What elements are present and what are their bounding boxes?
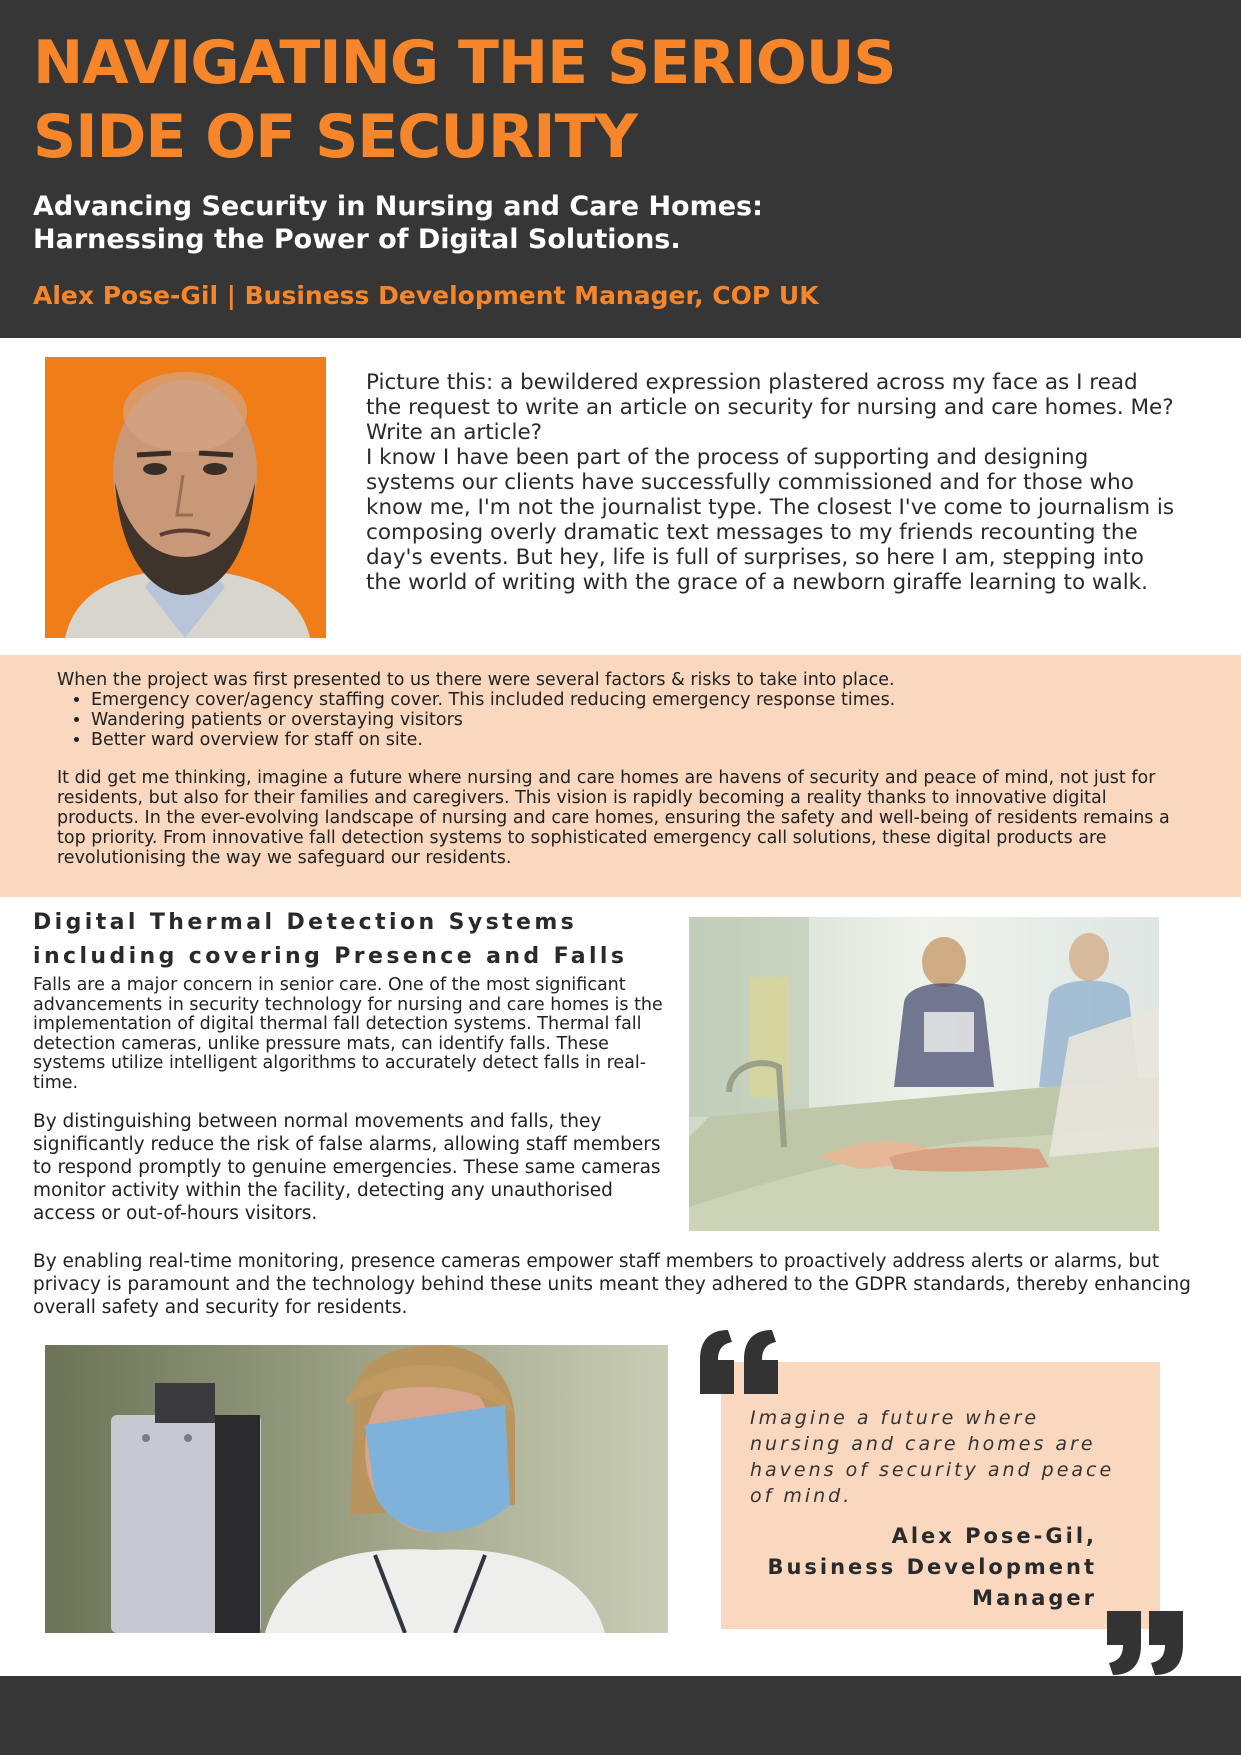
section-paragraph-2: By distinguishing between normal movements and falls, they significantly reduce the risk of false alarms, allowing staff members to respond promptly to genuine emergencies. These same cameras monitor activity within the facility, detecting any unauthorised access or out-of-hours visitors. [33, 1111, 661, 1224]
nurse-camera-illustration [45, 1345, 668, 1633]
band-lead: When the project was first presented to us there were several factors & risks to take into place. [57, 670, 895, 690]
section-heading-line-1: Digital Thermal Detection Systems [33, 910, 578, 935]
intro-text [366, 370, 1176, 595]
section-heading-line-2: including covering Presence and Falls [33, 944, 628, 969]
page-title [33, 26, 1033, 174]
intro-paragraph-1: Picture this: a bewildered expression plastered across my face as I read the request to write an article on security for nursing and care homes. Me? Write an article? [366, 370, 1174, 445]
thermal-camera-photo [45, 1345, 668, 1633]
list-item: • Emergency cover/agency staffing cover. This included reducing emergency response times. [91, 690, 1187, 710]
band-content [57, 670, 1187, 868]
list-item: • Wandering patients or overstaying visitors [91, 710, 1187, 730]
section-paragraph-1: Falls are a major concern in senior care. One of the most significant advancements in security technology for nursing and care homes is the implementation of digital thermal fall detection systems. Thermal fall detection cameras, unlike pressure mats, can identify falls. These systems utilize intelligent algorithms to accurately detect falls in real-time. [33, 975, 663, 1093]
author-byline: Alex Pose-Gil | Business Development Manager, COP UK [33, 281, 819, 310]
section-heading [33, 906, 673, 974]
subtitle-line-2: Harnessing the Power of Digital Solutions. [33, 224, 681, 255]
portrait-illustration [45, 357, 326, 638]
footer-bar [0, 1676, 1241, 1755]
open-quote-icon [700, 1330, 780, 1394]
author-portrait [45, 357, 326, 638]
close-quote-icon [1105, 1611, 1185, 1675]
title-line-1: NAVIGATING THE SERIOUS [33, 28, 896, 98]
author-line-3: Manager [972, 1586, 1097, 1610]
list-item: • Better ward overview for staff on site. [91, 730, 1187, 750]
band-paragraph: It did get me thinking, imagine a future where nursing and care homes are havens of security and peace of mind, not just for residents, but also for their families and caregivers. This vision is rapidly becoming a reality thanks to innovative digital products. In the ever-evolving landscape of nursing and care homes, ensuring the safety and well-being of residents remains a top priority. From innovative fall detection systems to sophisticated emergency call solutions, these digital products are revolutionising the way we safeguard our residents. [57, 768, 1170, 868]
intro-paragraph-2: I know I have been part of the process of supporting and designing systems our clients have successfully commissioned and for those who know me, I'm not the journalist type. The closest I've come to journalism is composing overly dramatic text messages to my friends recounting the day's events. But hey, life is full of surprises, so here I am, stepping into the world of writing with the grace of a newborn giraffe learning to walk. [366, 445, 1175, 595]
title-line-2: SIDE OF SECURITY [33, 102, 637, 172]
hospital-ward-photo [689, 917, 1159, 1231]
author-line-1: Alex Pose-Gil, [891, 1524, 1097, 1548]
risk-list [57, 690, 1187, 750]
page-subtitle [33, 190, 933, 256]
pull-quote-text: Imagine a future where nursing and care homes are havens of security and peace of mind. [750, 1407, 1115, 1507]
ward-illustration [689, 917, 1159, 1231]
author-line-2: Business Development [767, 1555, 1097, 1579]
risk-factors-band [0, 655, 1241, 897]
section-paragraph-3: By enabling real-time monitoring, presence cameras empower staff members to proactively address alerts or alarms, but privacy is paramount and the technology behind these units meant they adhered to the GDPR standards, thereby enhancing overall safety and security for residents. [33, 1251, 1191, 1318]
pull-quote-author [740, 1521, 1097, 1614]
subtitle-line-1: Advancing Security in Nursing and Care Homes: [33, 191, 763, 222]
